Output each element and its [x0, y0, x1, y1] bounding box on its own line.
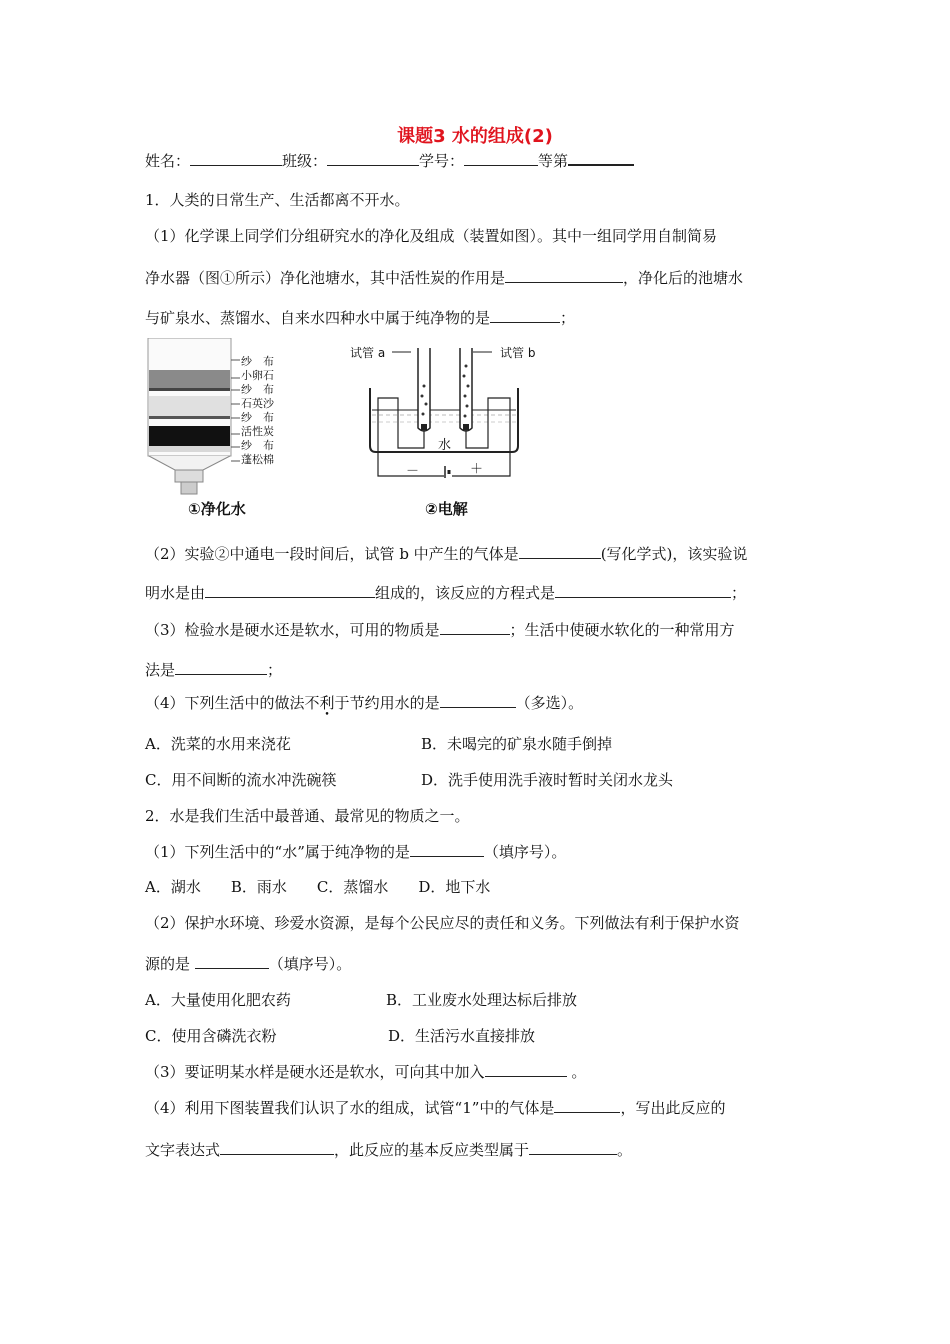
q2-p4-text-b: ，写出此反应的: [620, 1099, 726, 1117]
q2-p4-line2: [145, 1140, 632, 1160]
q1-option-c: C．用不间断的流水冲洗碗筷: [145, 771, 337, 789]
q1-p4-emphasis: 不利于: [304, 694, 350, 712]
layer-label: 石英沙: [241, 397, 274, 410]
electrolysis-caption: ②电解: [425, 500, 468, 518]
q1-p1-line2: [145, 268, 743, 288]
q1-p1-text-d: ；: [560, 309, 576, 327]
tube-b-label: 试管 b: [500, 346, 536, 360]
q1-p3-line1: [145, 620, 735, 640]
layer-label: 纱 布: [241, 383, 274, 396]
q1-option-a: A．洗菜的水用来浇花: [145, 735, 291, 753]
q2-p1-line: [145, 842, 566, 862]
q1-p2-line1: [145, 544, 747, 564]
q1-pure-water-blank[interactable]: [490, 308, 560, 323]
q2-option-d: D．生活污水直接排放: [388, 1027, 536, 1045]
q2-option-a: A．大量使用化肥农药: [145, 991, 291, 1009]
q2-p2-line1: （2）保护水环境、珍爱水资源，是每个公民应尽的责任和义务。下列做法有利于保护水资: [145, 914, 740, 932]
q1-p2-text-d: 组成的，该反应的方程式是: [375, 584, 556, 602]
layer-label: 纱 布: [241, 439, 274, 452]
q1-p4-text-c: （多选）。: [515, 694, 584, 712]
student-info-row: [145, 150, 634, 171]
q1-carbon-role-blank[interactable]: [505, 268, 623, 283]
purifier-caption: ①净化水: [188, 500, 246, 518]
q1-option-b: B．未喝完的矿泉水随手倒掉: [421, 735, 613, 753]
class-label: 班级：: [282, 152, 328, 170]
q2-p2-text-a: 源的是: [145, 955, 195, 973]
q2-pure-water-blank[interactable]: [410, 842, 484, 857]
q1-p1-text-b: ，净化后的池塘水: [623, 269, 744, 287]
q1-hardness-reagent-blank[interactable]: [440, 620, 510, 635]
q2-p3-text-a: （3）要证明某水样是硬水还是软水，可向其中加入: [145, 1063, 485, 1081]
class-blank[interactable]: [327, 151, 419, 166]
q1-intro: 1．人类的日常生产、生活都离不开水。: [145, 191, 410, 209]
q2-p4-text-e: 。: [617, 1141, 633, 1159]
q1-p3-text-a: （3）检验水是硬水还是软水，可用的物质是: [145, 621, 440, 639]
id-blank[interactable]: [464, 151, 538, 166]
q2-gas-blank[interactable]: [554, 1098, 620, 1113]
q2-option-b: B．工业废水处理达标后排放: [386, 991, 578, 1009]
q2-option-c: C．使用含磷洗衣粉: [145, 1027, 277, 1045]
layer-label: 纱 布: [241, 411, 274, 424]
layer-label: 蓬松棉: [241, 453, 274, 466]
q1-gas-formula-blank[interactable]: [519, 544, 601, 559]
layer-label: 纱 布: [241, 355, 274, 368]
q2-p4-text-a: （4）利用下图装置我们认识了水的组成，试管“1”中的气体是: [145, 1099, 555, 1117]
q1-p1-text-c: 与矿泉水、蒸馏水、自来水四种水中属于纯净物的是: [145, 309, 491, 327]
q1-p4-answer-blank[interactable]: [440, 693, 516, 708]
q1-p4-text-b: 节约用水的是: [349, 694, 440, 712]
layer-label: 活性炭: [241, 425, 274, 438]
q2-p1-options: A．湖水 B．雨水 C．蒸馏水 D．地下水: [145, 878, 491, 896]
q1-p4-text-a: （4）下列生活中的做法: [145, 694, 305, 712]
purifier-figure: [145, 338, 315, 503]
q1-p3-text-b: ；生活中使硬水软化的一种常用方: [509, 621, 735, 639]
q1-p2-text-e: ；: [731, 584, 747, 602]
q1-option-d: D．洗手使用洗手液时暂时关闭水龙头: [421, 771, 674, 789]
q1-softening-method-blank[interactable]: [175, 660, 267, 675]
positive-terminal-label: ＋: [470, 462, 484, 477]
name-label: 姓名：: [145, 152, 191, 170]
q2-reagent-blank[interactable]: [485, 1062, 567, 1077]
q1-p2-text-b: (写化学式)，该实验说: [600, 545, 748, 563]
q2-p2-line2: [145, 954, 351, 974]
q1-equation-blank[interactable]: [555, 583, 731, 598]
water-label: 水: [438, 438, 452, 453]
q1-p1-text-a: 净水器（图①所示）净化池塘水，其中活性炭的作用是: [145, 269, 506, 287]
q1-p2-text-c: 明水是由: [145, 584, 206, 602]
q2-p3-text-b: 。: [566, 1063, 587, 1081]
q2-p4-text-d: ，此反应的基本反应类型属于: [334, 1141, 530, 1159]
q2-intro: 2．水是我们生活中最普通、最常见的物质之一。: [145, 807, 470, 825]
q2-p2-text-b: （填序号）。: [268, 955, 352, 973]
q1-p2-line2: [145, 583, 746, 603]
grade-label: 等第: [538, 152, 569, 170]
name-blank[interactable]: [190, 151, 282, 166]
grade-blank[interactable]: [568, 150, 634, 166]
q1-p3-text-c: 法是: [145, 661, 176, 679]
layer-label: 小卵石: [241, 369, 274, 382]
q2-protection-blank[interactable]: [195, 954, 269, 969]
q2-p4-line1: [145, 1098, 725, 1118]
purifier-diagram: [145, 338, 315, 503]
electrolysis-figure: [348, 338, 548, 478]
purifier-layer-labels: [241, 355, 274, 467]
q2-p3-line: [145, 1062, 586, 1082]
tube-a-label: 试管 a: [350, 346, 386, 360]
q1-p2-text-a: （2）实验②中通电一段时间后，试管 b 中产生的气体是: [145, 545, 519, 563]
q1-p3-line2: [145, 660, 282, 680]
q1-p1-line1: （1）化学课上同学们分组研究水的净化及组成（装置如图）。其中一组同学用自制简易: [145, 227, 718, 245]
q1-p4-line: [145, 693, 583, 713]
q2-p1-text-a: （1）下列生活中的“水”属于纯净物的是: [145, 843, 410, 861]
id-label: 学号：: [419, 152, 465, 170]
q1-p1-line3: [145, 308, 575, 328]
page-title: 课题3 水的组成(2): [397, 126, 553, 147]
q2-reaction-type-blank[interactable]: [529, 1140, 617, 1155]
q2-p1-text-b: （填序号）。: [483, 843, 567, 861]
negative-terminal-label: －: [406, 464, 420, 479]
q2-word-equation-blank[interactable]: [220, 1140, 334, 1155]
q2-p4-text-c: 文字表达式: [145, 1141, 221, 1159]
q1-p3-text-d: ；: [267, 661, 283, 679]
q1-composition-blank[interactable]: [205, 583, 375, 598]
